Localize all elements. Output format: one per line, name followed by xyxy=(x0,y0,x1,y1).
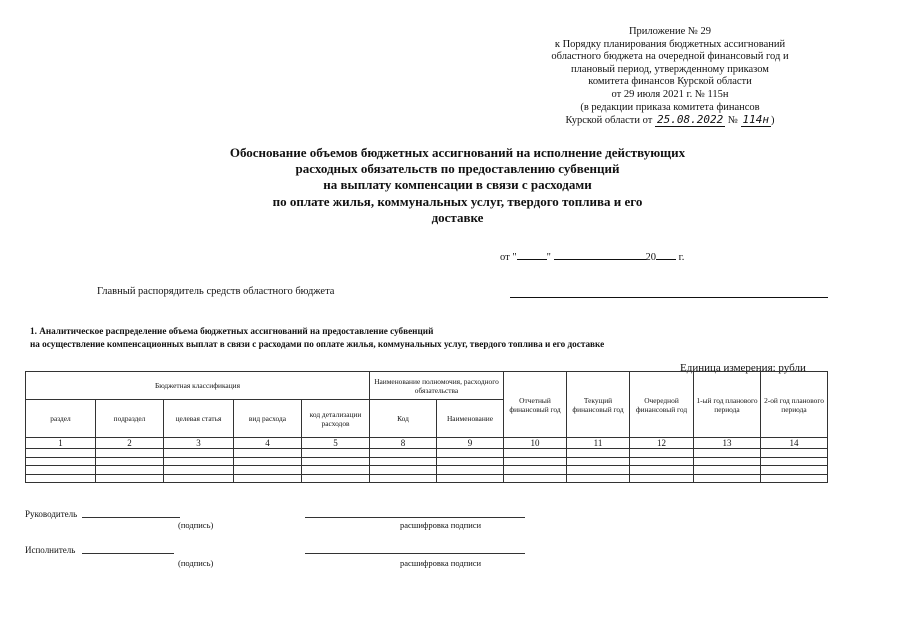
table-cell[interactable] xyxy=(302,449,370,458)
appendix-prefix: Курской области от xyxy=(565,115,653,127)
table-cell[interactable] xyxy=(164,457,234,466)
title-line: доставке xyxy=(431,209,484,225)
table-cell[interactable] xyxy=(504,457,567,466)
appendix-line: областного бюджета на очередной финансовый год и xyxy=(551,51,789,63)
column-number: 2 xyxy=(96,438,164,449)
column-number: 5 xyxy=(302,438,370,449)
column-number-row xyxy=(26,438,828,449)
table-cell[interactable] xyxy=(437,466,504,475)
grbs-label: Главный распорядитель средств областного бюджета xyxy=(97,286,335,297)
table-cell[interactable] xyxy=(761,466,828,475)
column-number: 8 xyxy=(370,438,437,449)
table-cell[interactable] xyxy=(164,474,234,483)
year-prefix: 20 xyxy=(645,252,657,263)
table-cell[interactable] xyxy=(567,466,630,475)
column-number: 4 xyxy=(234,438,302,449)
table-row xyxy=(26,457,828,466)
header-section: раздел xyxy=(26,400,96,438)
table-cell[interactable] xyxy=(96,474,164,483)
table-row xyxy=(26,449,828,458)
column-number: 14 xyxy=(761,438,828,449)
table-cell[interactable] xyxy=(302,474,370,483)
column-number: 9 xyxy=(437,438,504,449)
executor-signature-hint: (подпись) xyxy=(178,558,214,568)
executor-label: Исполнитель xyxy=(25,545,76,555)
appendix-line: (в редакции приказа комитета финансов xyxy=(580,101,760,113)
table-cell[interactable] xyxy=(761,474,828,483)
day-blank[interactable] xyxy=(517,250,547,260)
table-cell[interactable] xyxy=(302,466,370,475)
table-cell[interactable] xyxy=(437,474,504,483)
header-next-year: Очередной финансовый год xyxy=(630,372,694,438)
table-row xyxy=(26,474,828,483)
header-current-year: Текущий финансовый год xyxy=(567,372,630,438)
table-cell[interactable] xyxy=(567,449,630,458)
table-cell[interactable] xyxy=(761,449,828,458)
table-cell[interactable] xyxy=(437,449,504,458)
head-signature-field[interactable] xyxy=(82,517,180,518)
header-obligation: Наименование полномочия, расходного обязательства xyxy=(370,372,504,400)
table-cell[interactable] xyxy=(630,449,694,458)
date-quote: " xyxy=(546,252,551,263)
table-cell[interactable] xyxy=(96,457,164,466)
table-cell[interactable] xyxy=(630,457,694,466)
table-cell[interactable] xyxy=(504,449,567,458)
appendix-last-line xyxy=(520,114,820,128)
section-heading xyxy=(30,325,604,351)
appendix-line: плановый период, утвержденному приказом xyxy=(571,63,769,75)
header-code: Код xyxy=(370,400,437,438)
head-decode-field[interactable] xyxy=(305,517,525,518)
column-number: 10 xyxy=(504,438,567,449)
close-paren: ) xyxy=(771,115,775,127)
column-number: 12 xyxy=(630,438,694,449)
table-cell[interactable] xyxy=(694,449,761,458)
appendix-line: от 29 июля 2021 г. № 115н xyxy=(611,88,729,100)
column-number: 1 xyxy=(26,438,96,449)
month-blank[interactable] xyxy=(554,250,646,260)
table-cell[interactable] xyxy=(630,474,694,483)
table-row xyxy=(26,466,828,475)
allocation-table xyxy=(25,371,828,483)
table-cell[interactable] xyxy=(761,457,828,466)
table-cell[interactable] xyxy=(26,457,96,466)
table-cell[interactable] xyxy=(234,466,302,475)
table-cell[interactable] xyxy=(302,457,370,466)
table-cell[interactable] xyxy=(370,449,437,458)
table-cell[interactable] xyxy=(370,457,437,466)
table-cell[interactable] xyxy=(234,449,302,458)
date-line xyxy=(500,250,684,263)
document-title xyxy=(180,145,735,226)
table-cell[interactable] xyxy=(694,457,761,466)
table-cell[interactable] xyxy=(234,474,302,483)
table-cell[interactable] xyxy=(370,466,437,475)
year-blank[interactable] xyxy=(656,250,676,260)
header-budget-classification: Бюджетная классификация xyxy=(26,372,370,400)
date-from: от " xyxy=(500,252,517,263)
appendix-line: Приложение № 29 xyxy=(628,26,712,37)
head-signature-hint: (подпись) xyxy=(178,520,214,530)
header-name: Наименование xyxy=(437,400,504,438)
head-decode-hint: расшифровка подписи xyxy=(400,520,482,530)
table-cell[interactable] xyxy=(630,466,694,475)
table-cell[interactable] xyxy=(567,457,630,466)
header-plan-year-1: 1-ый год планового периода xyxy=(694,372,761,438)
table-cell[interactable] xyxy=(694,466,761,475)
executor-signature-field[interactable] xyxy=(82,553,174,554)
table-cell[interactable] xyxy=(504,466,567,475)
title-line: расходных обязательств по предоставлению субвенций xyxy=(295,161,620,177)
header-expense-type: вид расхода xyxy=(234,400,302,438)
handwritten-number: 114н xyxy=(742,113,769,127)
table-cell[interactable] xyxy=(370,474,437,483)
appendix-line: комитета финансов Курской области xyxy=(588,76,752,88)
appendix-block xyxy=(520,26,820,128)
table-cell[interactable] xyxy=(96,449,164,458)
grbs-field[interactable] xyxy=(510,297,828,298)
header-report-year: Отчетный финансовый год xyxy=(504,372,567,438)
column-number: 11 xyxy=(567,438,630,449)
table-cell[interactable] xyxy=(26,466,96,475)
column-number: 3 xyxy=(164,438,234,449)
table-cell[interactable] xyxy=(164,449,234,458)
table-cell[interactable] xyxy=(96,466,164,475)
table-cell[interactable] xyxy=(694,474,761,483)
unit-label: Единица измерения: рубли xyxy=(680,362,806,374)
header-subsection: подраздел xyxy=(96,400,164,438)
column-number: 13 xyxy=(694,438,761,449)
number-sign: № xyxy=(727,115,738,127)
title-line: Обоснование объемов бюджетных ассигнований на исполнение действующих xyxy=(229,145,686,160)
appendix-line: к Порядку планирования бюджетных ассигнований xyxy=(554,38,786,50)
table-cell[interactable] xyxy=(26,449,96,458)
table-cell[interactable] xyxy=(234,457,302,466)
head-label: Руководитель xyxy=(25,509,78,519)
table-cell[interactable] xyxy=(437,457,504,466)
table-cell[interactable] xyxy=(26,474,96,483)
table-cell[interactable] xyxy=(567,474,630,483)
header-plan-year-2: 2-ой год планового периода xyxy=(761,372,828,438)
table-cell[interactable] xyxy=(504,474,567,483)
executor-decode-hint: расшифровка подписи xyxy=(400,558,482,568)
title-line: на выплату компенсации в связи с расходами xyxy=(323,177,592,193)
header-detail-code: код детализации расходов xyxy=(302,400,370,438)
section-line-1: 1. Аналитическое распределение объема бюджетных ассигнований на предоставление субвенций xyxy=(30,326,434,336)
section-line-2: на осуществление компенсационных выплат в связи с расходами по оплате жилья, коммунальных услуг, твердого топлива и его доставке xyxy=(30,339,605,349)
header-target-article: целевая статья xyxy=(164,400,234,438)
year-suffix: г. xyxy=(678,252,685,263)
handwritten-date: 25.08.2022 xyxy=(656,113,724,127)
executor-decode-field[interactable] xyxy=(305,553,525,554)
table-cell[interactable] xyxy=(164,466,234,475)
title-line: по оплате жилья, коммунальных услуг, твердого топлива и его xyxy=(272,193,643,209)
